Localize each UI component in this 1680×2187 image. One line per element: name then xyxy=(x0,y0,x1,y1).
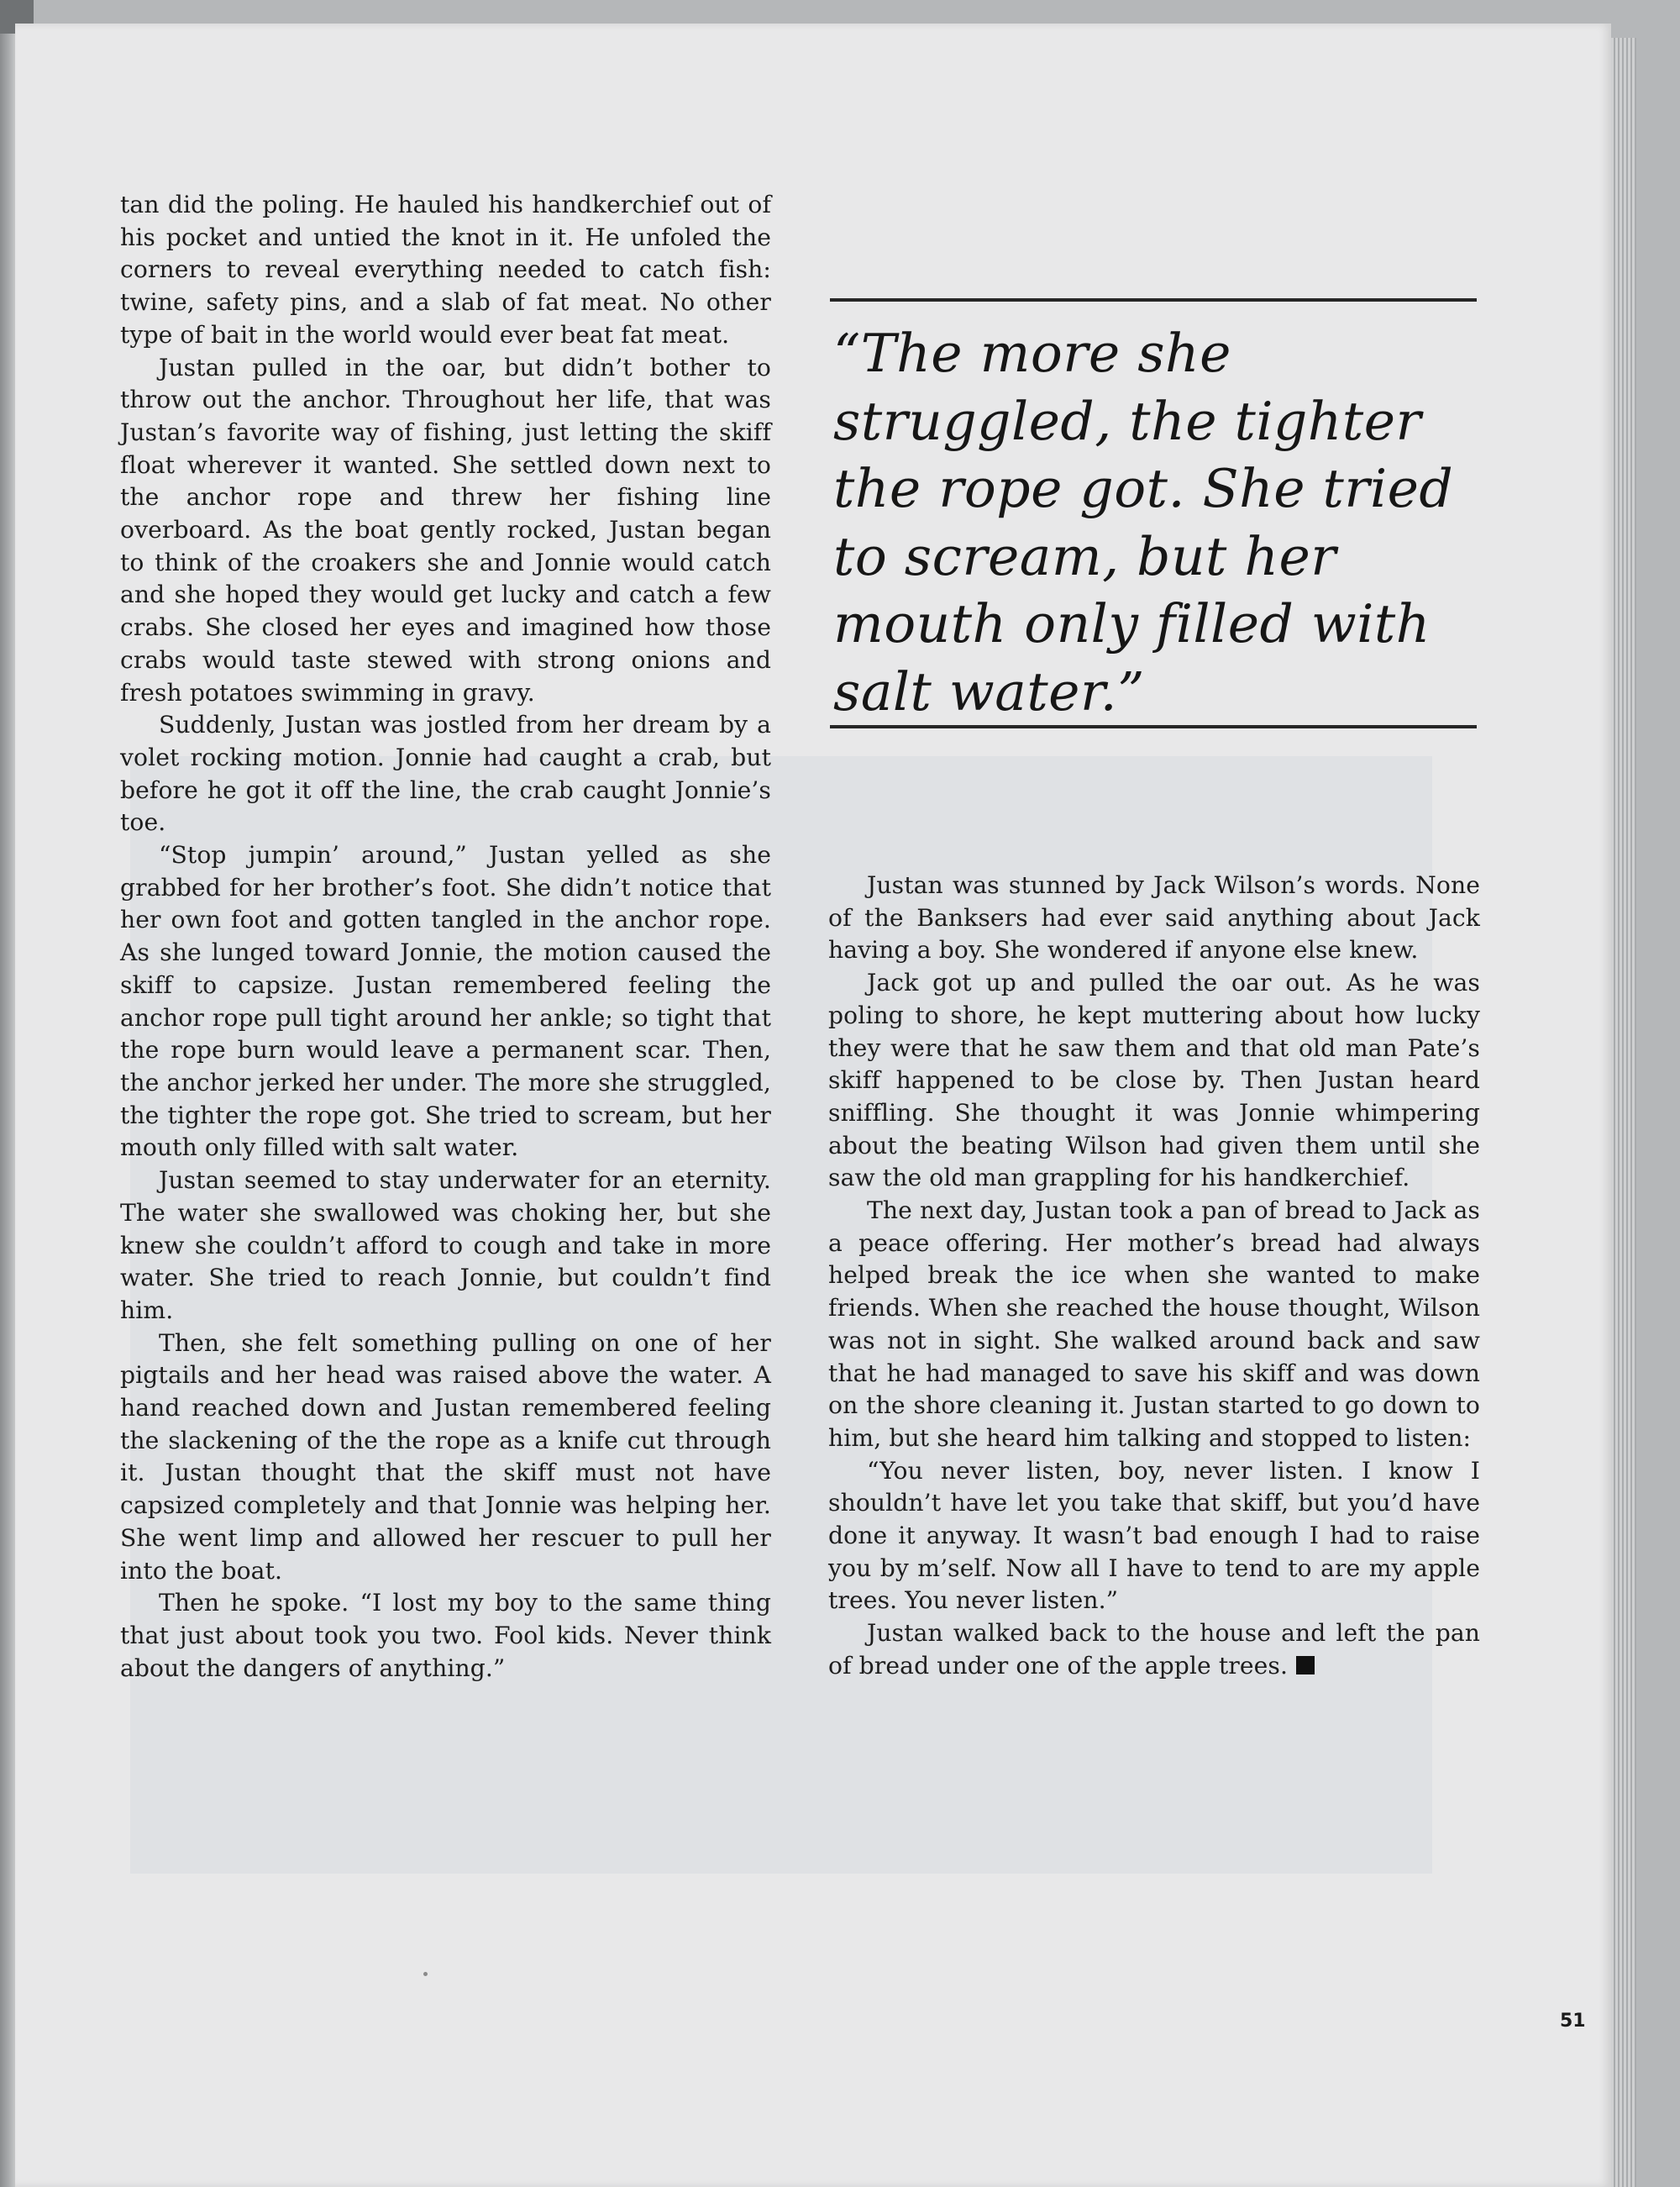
paragraph: The next day, Justan took a pan of bread to Jack as a peace offering. Her mother’s bread had always helped break the ice when she wanted to make friends. When she reached the house thought, Wilson was not in sight. She walked around back and saw that he had managed to save his skiff and was down on the shore cleaning it. Justan started to go down to him, but she heard him talking and stopped to listen: xyxy=(828,1196,1480,1452)
paragraph: “Stop jumpin’ around,” Justan yelled as she grabbed for her brother’s foot. She didn’t notice that her own foot and gotten tangled in the anchor rope. As she lunged toward Jonnie, the motion caused the skiff to capsize. Justan remembered feeling the anchor rope pull tight around her ankle; so tight that the rope burn would leave a permanent scar. Then, the anchor jerked her under. The more she struggled, the tighter the rope got. She tried to scream, but her mouth only filled with salt water. xyxy=(120,841,771,1162)
last-paragraph-text: Justan walked back to the house and left the pan of bread under one of the apple trees. xyxy=(828,1619,1480,1680)
paragraph: “You never listen, boy, never listen. I know I shouldn’t have let you take that skiff, but you’d have done it anyway. It wasn’t bad enough I had to raise you by m’self. Now all I have to tend to are my apple trees. You never listen.” xyxy=(828,1456,1480,1615)
paragraph: Then, she felt something pulling on one of her pigtails and her head was raised above the water. A hand reached down and Justan remembered feeling the slackening of the the rope as a knife cut through it. Justan thought that the skiff must not have capsized completely and that Jonnie was helping her. She went limp and allowed her rescuer to pull her into the boat. xyxy=(120,1328,771,1585)
right-column xyxy=(828,870,1480,1683)
paragraph: Justan was stunned by Jack Wilson’s words. None of the Banksers had ever said anything about Jack having a boy. She wondered if anyone else knew. xyxy=(828,871,1480,965)
pull-quote-text: “The more she struggled, the tighter the rope got. She tried to scream, but her mouth only filled with salt water.” xyxy=(833,323,1454,723)
page-number: 51 xyxy=(1560,2011,1586,2032)
paragraph: Justan pulled in the oar, but didn’t bother to throw out the anchor. Throughout her life, that was Justan’s favorite way of fishing, just letting the skiff float wherever it wanted. She settled down next to the anchor rope and threw her fishing line overboard. As the boat gently rocked, Justan began to think of the croakers she and Jonnie would catch and she hoped they would get lucky and catch a few crabs. She closed her eyes and imagined how those crabs would taste stewed with strong onions and fresh potatoes swimming in gravy. xyxy=(120,353,771,707)
paper-speck xyxy=(423,1972,428,1976)
left-column xyxy=(120,189,771,1685)
end-of-story-mark xyxy=(1296,1656,1315,1674)
paragraph: Then he spoke. “I lost my boy to the same thing that just about took you two. Fool kids. Never think about the dangers of anything.” xyxy=(120,1589,771,1682)
pull-quote xyxy=(830,298,1477,728)
paragraph: Justan seemed to stay underwater for an eternity. The water she swallowed was choking her, but she knew she couldn’t afford to cough and take in more water. She tried to reach Jonnie, but couldn’t find him. xyxy=(120,1166,771,1324)
paragraph xyxy=(828,1617,1480,1682)
page-stack-edge xyxy=(1611,38,1636,2187)
paragraph: tan did the poling. He hauled his handkerchief out of his pocket and untied the knot in it. He unfoled the corners to reveal everything needed to catch fish: twine, safety pins, and a slab of fat meat. No other type of bait in the world would ever beat fat meat. xyxy=(120,191,771,349)
paragraph: Suddenly, Justan was jostled from her dream by a volet rocking motion. Jonnie had caught a crab, but before he got it off the line, the crab caught Jonnie’s toe. xyxy=(120,711,771,837)
paragraph: Jack got up and pulled the oar out. As he was poling to shore, he kept muttering about how lucky they were that he saw them and that old man Pate’s skiff happened to be close by. Then Justan heard sniffling. She thought it was Jonnie whimpering about the beating Wilson had given them until she saw the old man grappling for his handkerchief. xyxy=(828,969,1480,1192)
